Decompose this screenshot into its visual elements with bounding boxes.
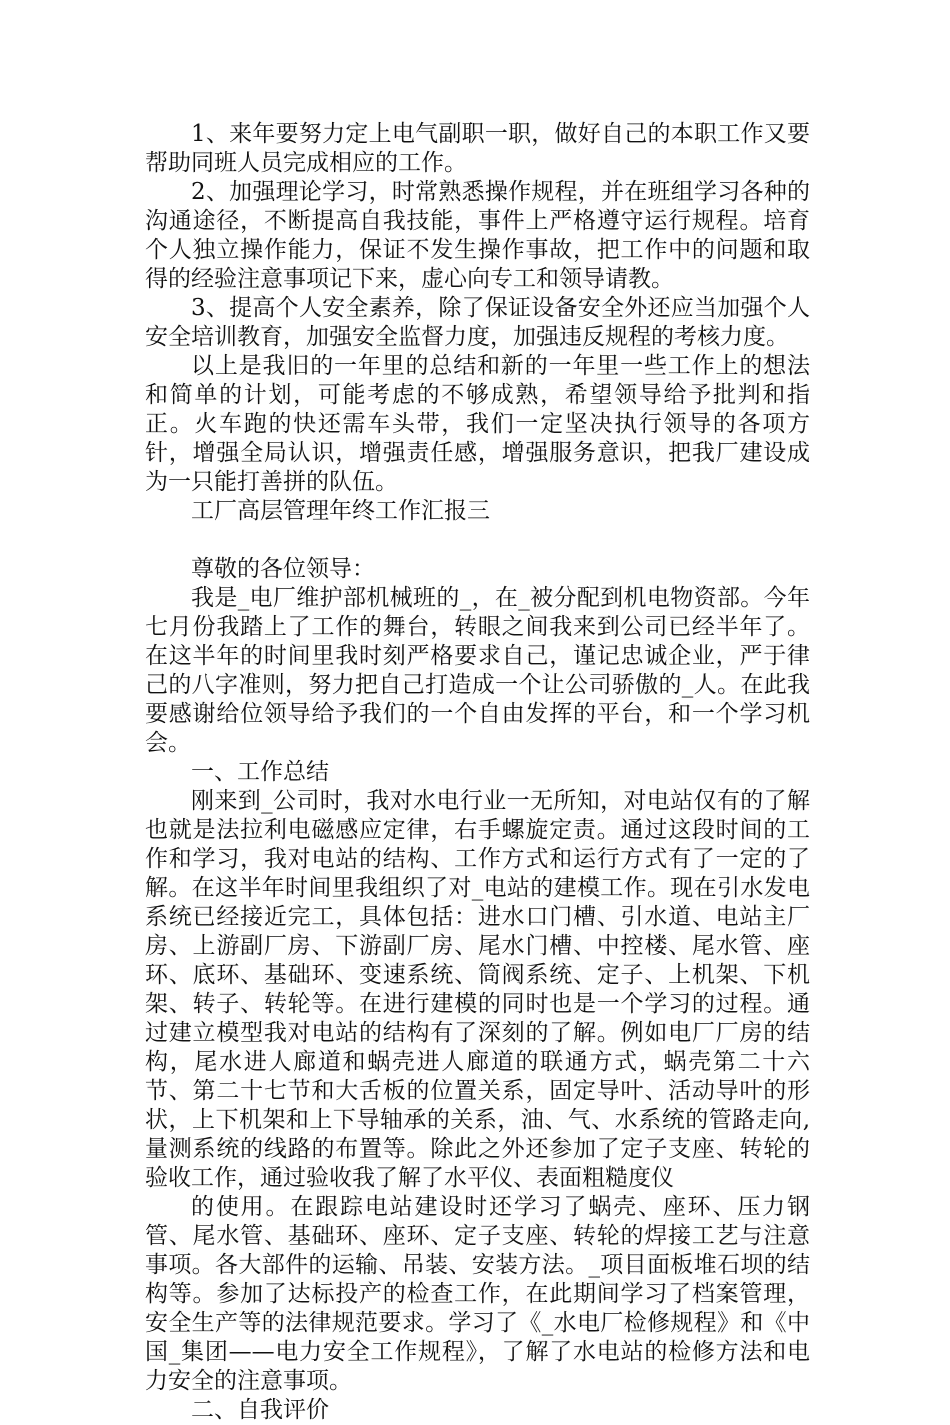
blank-line bbox=[145, 526, 810, 555]
section-heading-work-summary: 一、工作总结 bbox=[191, 759, 329, 785]
work-summary-continued: 的使用。在跟踪电站建设时还学习了蜗壳、座环、压力钢管、尾水管、基础环、座环、定子支座、转轮的焊接工艺与注意事项。各大部件的运输、吊装、安装方法。_项目面板堆石坝的结构等。参加了达标投产的检查工作，在此期间学习了档案管理，安全生产等的法律规范要求。学习了《_水电厂检修规程》和《中国_集团——电力安全工作规程》，了解了水电站的检修方法和电力安全的注意事项。 bbox=[145, 1194, 810, 1394]
intro-paragraph: 我是_电厂维护部机械班的_，在_被分配到机电物资部。今年七月份我踏上了工作的舞台，转眼之间我来到公司已经半年了。在这半年的时间里我时刻严格要求自己，谨记忠诚企业，严于律己的八字准则，努力把自己打造成一个让公司骄傲的_人。在此我要感谢给位领导给予我们的一个自由发挥的平台，和一个学习机会。 bbox=[145, 585, 810, 756]
plan-item-3: 3、提高个人安全素养，除了保证设备安全外还应当加强个人安全培训教育，加强安全监督力度，加强违反规程的考核力度。 bbox=[145, 295, 810, 350]
salutation: 尊敬的各位领导： bbox=[191, 556, 375, 582]
plan-item-2: 2、加强理论学习，时常熟悉操作规程，并在班组学习各种的沟通途径，不断提高自我技能，事件上严格遵守运行规程。培育个人独立操作能力，保证不发生操作事故，把工作中的问题和取得的经验注意事项记下来，虚心向专工和领导请教。 bbox=[145, 179, 810, 292]
plan-item-1: 1、来年要努力定上电气副职一职，做好自己的本职工作又要帮助同班人员完成相应的工作。 bbox=[145, 121, 810, 176]
closing-paragraph: 以上是我旧的一年里的总结和新的一年里一些工作上的想法和简单的计划，可能考虑的不够成熟，希望领导给予批判和指正。火车跑的快还需车头带，我们一定坚决执行领导的各项方针，增强全局认识，增强责任感，增强服务意识，把我厂建设成为一只能打善拼的队伍。 bbox=[145, 353, 810, 495]
work-summary-paragraph: 刚来到_公司时，我对水电行业一无所知，对电站仅有的了解也就是法拉利电磁感应定律，右手螺旋定责。通过这段时间的工作和学习，我对电站的结构、工作方式和运行方式有了一定的了解。在这半年时间里我组织了对_电站的建模工作。现在引水发电系统已经接近完工，具体包括：进水口门槽、引水道、电站主厂房、上游副厂房、下游副厂房、尾水门槽、中控楼、尾水管、座环、底环、基础环、变速系统、筒阀系统、定子、上机架、下机架、转子、转轮等。在进行建模的同时也是一个学习的过程。通过建立模型我对电站的结构有了深刻的了解。例如电厂厂房的结构，尾水进人廊道和蜗壳进人廊道的联通方式，蜗壳第二十六节、第二十七节和大舌板的位置关系，固定导叶、活动导叶的形状，上下机架和上下导轴承的关系，油、气、水系统的管路走向,量测系统的线路的布置等。除此之外还参加了定子支座、转轮的验收工作，通过验收我了解了水平仪、表面粗糙度仪 bbox=[145, 788, 810, 1191]
document-page bbox=[145, 120, 810, 1425]
report-title: 工厂高层管理年终工作汇报三 bbox=[191, 498, 490, 524]
section-heading-self-evaluation: 二、自我评价 bbox=[191, 1397, 329, 1423]
